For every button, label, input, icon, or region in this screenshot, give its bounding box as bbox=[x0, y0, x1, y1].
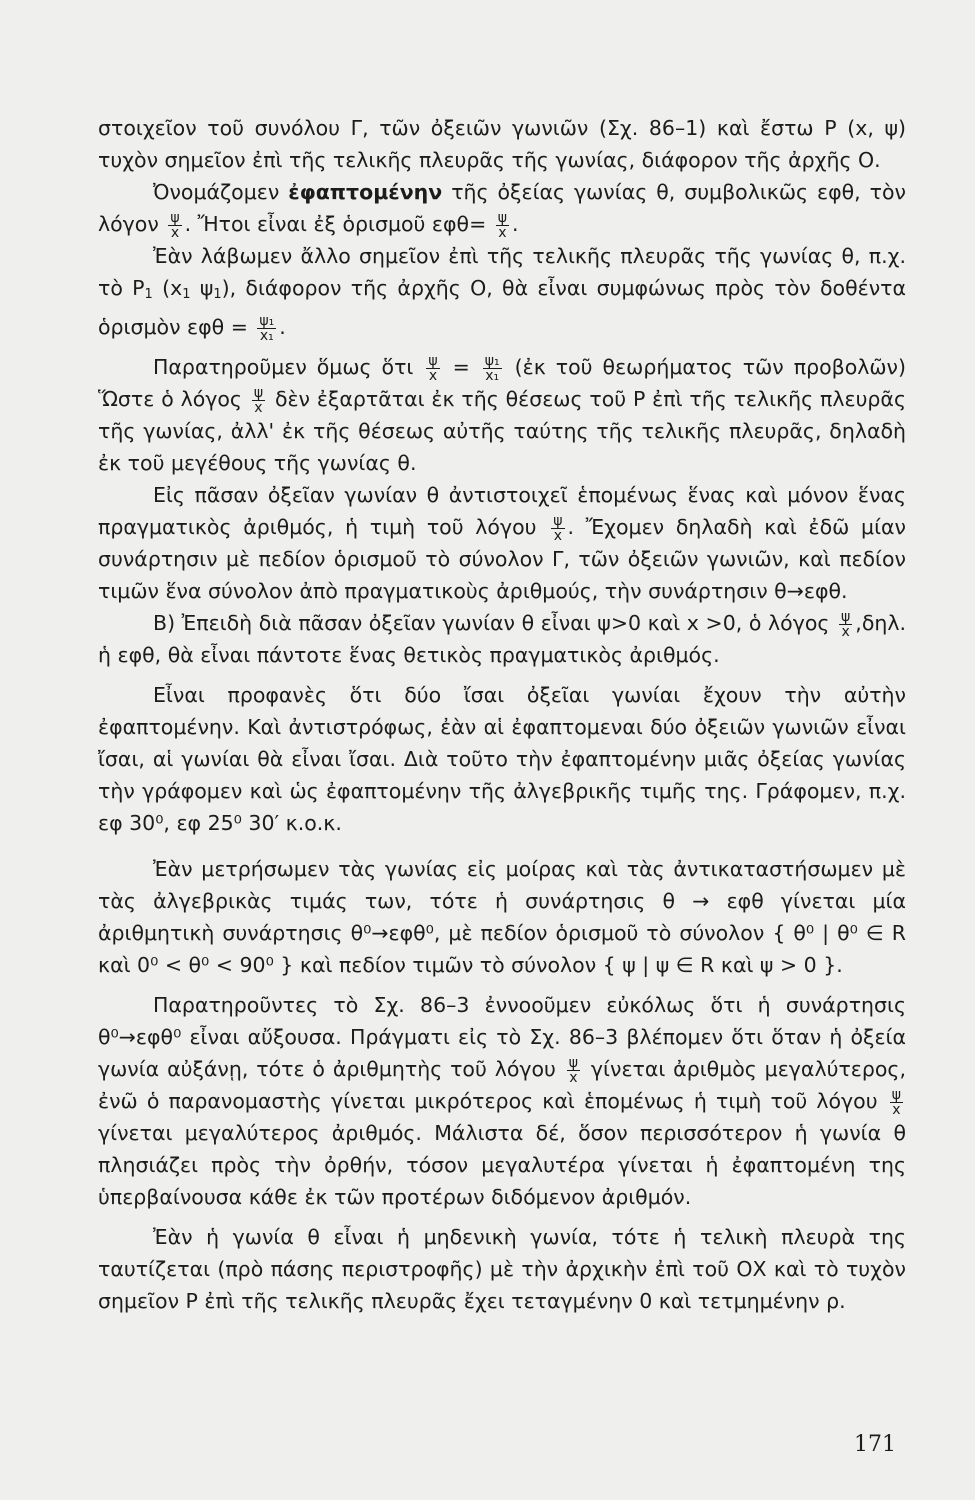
numerator: ψ bbox=[170, 209, 180, 226]
denominator: x bbox=[170, 224, 180, 241]
text-run: . bbox=[512, 212, 519, 236]
text-run: (ἐκ τοῦ θεωρήματος τῶν προβολῶν) Ὥστε ὁ λόγος bbox=[98, 355, 906, 411]
text-run: . Ἤτοι εἶναι ἐξ ὁρισμοῦ εφθ= bbox=[184, 212, 487, 236]
denominator: x bbox=[254, 399, 263, 416]
denominator: x bbox=[498, 224, 507, 241]
numerator: ψ bbox=[568, 1054, 579, 1071]
text-run: ), διάφορον τῆς ἀρχῆς Ο, θὰ εἶναι συμφώνως πρὸς τὸν δοθέντα ὁρισμὸν εφθ = bbox=[98, 276, 906, 339]
text-run: ψ bbox=[190, 276, 214, 300]
numerator: ψ bbox=[428, 352, 438, 369]
text-run: δὲν ἐξαρτᾶται ἐκ τῆς θέσεως τοῦ Ρ ἐπὶ τῆς τελικῆς πλευρᾶς τῆς γωνίας, ἀλλ' ἐκ τῆς θέσεως αὐτῆς ταύτης τῆς τελικῆς πλευρᾶς, δηλαδὴ ἐκ τοῦ μεγέθους τῆς γωνίας θ. bbox=[98, 387, 906, 475]
fraction-psi-over-x bbox=[252, 386, 265, 415]
denominator: x bbox=[428, 367, 438, 384]
fraction-psi1-over-x1 bbox=[257, 314, 276, 343]
fraction-psi1-over-x1 bbox=[483, 354, 502, 383]
equals-sign: = bbox=[452, 355, 470, 379]
fraction-psi-over-x bbox=[168, 211, 181, 240]
paragraph-7: Εἶναι προφανὲς ὅτι δύο ἴσαι ὀξεῖαι γωνίαι ἔχουν τὴν αὐτὴν ἐφαπτομένην. Καὶ ἀντιστρόφως, ἐὰν αἱ ἐφαπτομεναι δύο ὀξειῶν γωνιῶν εἶναι ἴσαι, αἱ γωνίαι θὰ εἶναι ἴσαι. Διὰ τοῦτο τὴν ἐφαπτομένην μιᾶς ὀξείας γωνίας τὴν γράφομεν καὶ ὡς ἐφαπτομένην τῆς ἀλγεβρικῆς τιμῆς της. Γράφομεν, π.χ. εφ 30⁰, εφ 25⁰ 30′ κ.ο.κ. bbox=[98, 683, 906, 835]
numerator: ψ₁ bbox=[484, 352, 500, 369]
fraction-psi-over-x bbox=[890, 1088, 903, 1117]
text-run: γίνεται ἀριθμὸς μεγαλύτερος, ἐνῶ ὁ παρανομαστὴς γίνεται μικρότερος καὶ ἑπομένως ἡ τιμὴ τοῦ λόγου bbox=[98, 1057, 906, 1113]
text-run: . Ἔχομεν δηλαδὴ καὶ ἐδῶ μίαν συνάρτησιν μὲ πεδίον ὁρισμοῦ τὸ σύνολον Γ, τῶν ὀξειῶν γωνιῶν, καὶ πεδίον τιμῶν ἕνα σύνολον ἀπὸ πραγματικοὺς ἀριθμούς, τὴν συνάρτησιν θ→εφθ. bbox=[98, 515, 906, 603]
page-number: 171 bbox=[854, 1432, 896, 1457]
paragraph-5 bbox=[98, 479, 906, 607]
fraction-psi-over-x bbox=[551, 514, 564, 543]
body-text bbox=[98, 112, 906, 1317]
text-run: Ἐὰν λάβωμεν ἄλλο σημεῖον ἐπὶ τῆς τελικῆς πλευρᾶς τῆς γωνίας θ, π.χ. τὸ Ρ bbox=[98, 244, 906, 300]
denominator: x bbox=[892, 1101, 901, 1118]
denominator: x bbox=[569, 1069, 578, 1086]
fraction-psi-over-x bbox=[567, 1056, 580, 1085]
text-run: Ὀνομάζομεν bbox=[153, 180, 280, 204]
text-run: Παρατηροῦμεν ὅμως ὅτι bbox=[153, 355, 414, 379]
text-run: (x bbox=[152, 276, 183, 300]
denominator: x bbox=[553, 527, 563, 544]
paragraph-2 bbox=[98, 176, 906, 240]
denominator: x₁ bbox=[485, 367, 500, 384]
fraction-psi-over-x bbox=[426, 354, 439, 383]
denominator: x bbox=[841, 623, 850, 640]
fraction-psi-over-x bbox=[496, 211, 509, 240]
numerator: ψ bbox=[553, 512, 563, 529]
text-run: . bbox=[279, 315, 286, 339]
paragraph-10: Ἐὰν ἡ γωνία θ εἶναι ἡ μηδενικὴ γωνία, τότε ἡ τελικὴ πλευρὰ της ταυτίζεται (πρὸ πάσης περιστροφῆς) μὲ τὴν ἀρχικὴν ἐπὶ τοῦ ΟΧ καὶ τὸ τυχὸν σημεῖον Ρ ἐπὶ τῆς τελικῆς πλευρᾶς ἔχει τεταγμένην 0 καὶ τετμημένην ρ. bbox=[98, 1225, 906, 1313]
numerator: ψ bbox=[841, 608, 851, 625]
subscript: 1 bbox=[213, 287, 222, 302]
text-run: γίνεται μεγαλύτερος ἀριθμός. Μάλιστα δέ, ὅσον περισσότερον ἡ γωνία θ πλησιάζει πρὸς τὴν ὀρθήν, τόσον μεγαλυτέρα γίνεται ἡ ἐφαπτομένη της ὑπερβαίνουσα κάθε ἐκ τῶν προτέρων διδόμενον ἀριθμόν. bbox=[98, 1121, 906, 1209]
numerator: ψ bbox=[253, 384, 264, 401]
text-run: τῆς ὀξείας γωνίας θ, συμβολικῶς εφθ, τὸν λόγον bbox=[98, 180, 906, 236]
paragraph-9 bbox=[98, 989, 906, 1213]
term-efaptomeni: ἐφαπτομένην bbox=[288, 180, 443, 204]
denominator: x₁ bbox=[259, 327, 274, 344]
text-run: ,δηλ. ἡ εφθ, θὰ εἶναι πάντοτε ἕνας θετικὸς πραγματικὸς ἀριθμός. bbox=[98, 611, 906, 667]
paragraph-6 bbox=[98, 607, 906, 671]
numerator: ψ bbox=[497, 209, 508, 226]
paragraph-4 bbox=[98, 351, 906, 479]
paragraph-3 bbox=[98, 240, 906, 343]
paragraph-8: Ἐὰν μετρήσωμεν τὰς γωνίας εἰς μοίρας καὶ τὰς ἀντικαταστήσωμεν μὲ τὰς ἀλγεβρικὰς τιμάς των, τότε ἡ συνάρτησις θ → εφθ γίνεται μία ἀριθμητικὴ συνάρτησις θ⁰→εφθ⁰, μὲ πεδίον ὁρισμοῦ τὸ σύνολον { θ⁰ | θ⁰ ∈ R καὶ 0⁰ < θ⁰ < 90⁰ } καὶ πεδίον τιμῶν τὸ σύνολον { ψ | ψ ∈ R καὶ ψ > 0 }. bbox=[98, 857, 906, 977]
fraction-psi-over-x bbox=[839, 610, 852, 639]
text-run: Β) Ἐπειδὴ διὰ πᾶσαν ὀξεῖαν γωνίαν θ εἶναι ψ>0 καὶ x >0, ὁ λόγος bbox=[153, 611, 830, 635]
subscript: 1 bbox=[182, 287, 191, 302]
numerator: ψ bbox=[891, 1086, 901, 1103]
text-run: Παρατηροῦντες τὸ Σχ. 86–3 ἐννοοῦμεν εὐκόλως ὅτι ἡ συνάρτησις θ⁰→εφθ⁰ εἶναι αὔξουσα. Πράγματι εἰς τὸ Σχ. 86–3 βλέπομεν ὅτι ὅταν ἡ ὀξεία γωνία αὐξάνῃ, τότε ὁ ἀριθμητὴς τοῦ λόγου bbox=[98, 993, 906, 1081]
paragraph-1: στοιχεῖον τοῦ συνόλου Γ, τῶν ὀξειῶν γωνιῶν (Σχ. 86–1) καὶ ἔστω Ρ (x, ψ) τυχὸν σημεῖον ἐπὶ τῆς τελικῆς πλευρᾶς τῆς γωνίας, διάφορον τῆς ἀρχῆς Ο. bbox=[98, 116, 906, 172]
text-run: Εἰς πᾶσαν ὀξεῖαν γωνίαν θ ἀντιστοιχεῖ ἑπομένως ἕνας καὶ μόνον ἕνας πραγματικὸς ἀριθμός, ἡ τιμὴ τοῦ λόγου bbox=[98, 483, 906, 539]
numerator: ψ₁ bbox=[259, 312, 275, 329]
subscript: 1 bbox=[144, 287, 153, 302]
